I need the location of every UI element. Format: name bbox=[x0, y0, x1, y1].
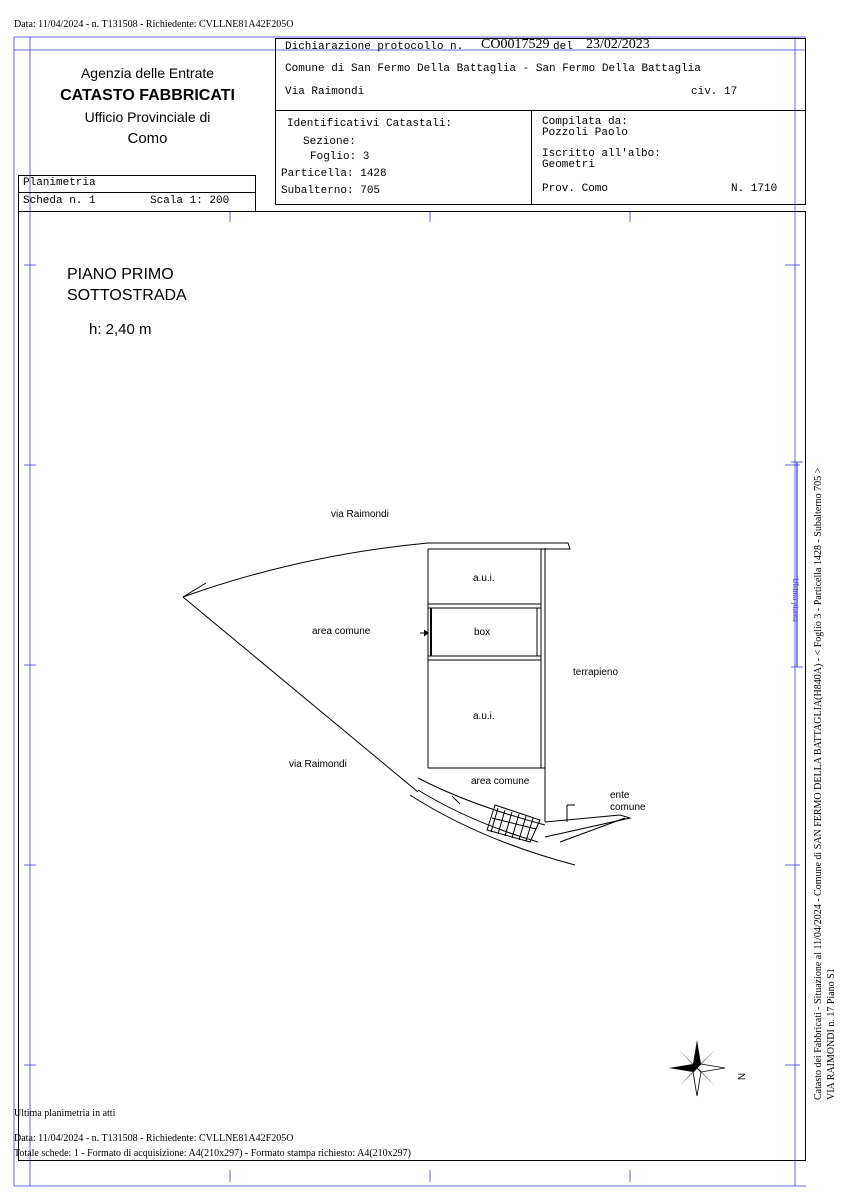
identifier-foglio: Foglio: 3 bbox=[310, 151, 370, 163]
compiler-province: Prov. Como bbox=[542, 183, 609, 195]
identifiers-title: Identificativi Catastali: bbox=[287, 118, 453, 130]
ufficio-label: Ufficio Provinciale di bbox=[84, 109, 211, 125]
footer-request-line: Data: 11/04/2024 - n. T131508 - Richiedente: CVLLNE81A42F205O bbox=[14, 1133, 294, 1144]
protocol-date: 23/02/2023 bbox=[586, 37, 650, 52]
catasto-title: CATASTO FABBRICATI bbox=[60, 87, 235, 104]
road-lower-edge bbox=[410, 795, 575, 865]
compass-rose bbox=[669, 1040, 725, 1096]
compiler-label: Compilata da: bbox=[542, 116, 628, 128]
request-header: Data: 11/04/2024 - n. T131508 - Richiedente: CVLLNE81A42F205O bbox=[14, 19, 294, 30]
side-situation-text: Catasto dei Fabbricati - Situazione al 11/04/2024 - Comune di SAN FERMO DELLA BATTAGLIA(H840A) - < Foglio 3 - Particella 1428 - Subalterno 705 > bbox=[813, 467, 824, 1100]
stamp-ultima-pianta: Ultima pianta bbox=[791, 578, 800, 622]
province-name: Como bbox=[127, 130, 168, 147]
compiler-register-number: N. 1710 bbox=[731, 183, 778, 195]
label-box: box bbox=[474, 627, 491, 638]
identifier-particella: Particella: 1428 bbox=[281, 168, 387, 180]
scheda-number: Scheda n. 1 bbox=[23, 195, 96, 207]
protocol-number: CO0017529 bbox=[481, 37, 550, 52]
north-label: N bbox=[737, 1072, 749, 1081]
footer-ultima-planimetria: Ultima planimetria in atti bbox=[14, 1108, 116, 1119]
scale-label: Scala 1: 200 bbox=[150, 195, 230, 207]
albo-value: Geometri bbox=[542, 159, 595, 171]
label-ente: ente bbox=[610, 790, 630, 801]
compiler-name: Pozzoli Paolo bbox=[542, 127, 628, 139]
label-comune: comune bbox=[610, 802, 646, 813]
agency-name: Agenzia delle Entrate bbox=[80, 65, 215, 81]
side-address-text: VIA RAIMONDI n. 17 Piano S1 bbox=[826, 968, 837, 1100]
address-civic: civ. 17 bbox=[691, 86, 738, 98]
road-upper-edge bbox=[183, 543, 570, 597]
identifier-sezione: Sezione: bbox=[303, 136, 356, 148]
label-area-comune-bottom: area comune bbox=[471, 776, 530, 787]
label-aui-bottom: a.u.i. bbox=[473, 711, 495, 722]
label-via-top: via Raimondi bbox=[331, 509, 389, 520]
label-terrapieno: terrapieno bbox=[573, 667, 619, 678]
label-area-comune-left: area comune bbox=[312, 626, 371, 637]
protocol-del-label: del bbox=[553, 41, 573, 53]
identifier-subalterno: Subalterno: 705 bbox=[281, 185, 381, 197]
floor-name-line2: SOTTOSTRADA bbox=[67, 287, 187, 304]
protocol-label: Dichiarazione protocollo n. bbox=[285, 41, 464, 53]
label-via-bottom: via Raimondi bbox=[289, 759, 347, 770]
sheet-type: Planimetria bbox=[23, 177, 96, 189]
footer-format-line: Totale schede: 1 - Formato di acquisizione: A4(210x297) - Formato stampa richiesto: A4(210x297) bbox=[14, 1148, 411, 1159]
floor-height: h: 2,40 m bbox=[89, 321, 152, 338]
comune-line: Comune di San Fermo Della Battaglia - San Fermo Della Battaglia bbox=[285, 63, 701, 75]
address-street: Via Raimondi bbox=[285, 86, 365, 98]
floor-name-line1: PIANO PRIMO bbox=[67, 266, 174, 283]
label-aui-top: a.u.i. bbox=[473, 573, 495, 584]
albo-label: Iscritto all'albo: bbox=[542, 148, 661, 160]
